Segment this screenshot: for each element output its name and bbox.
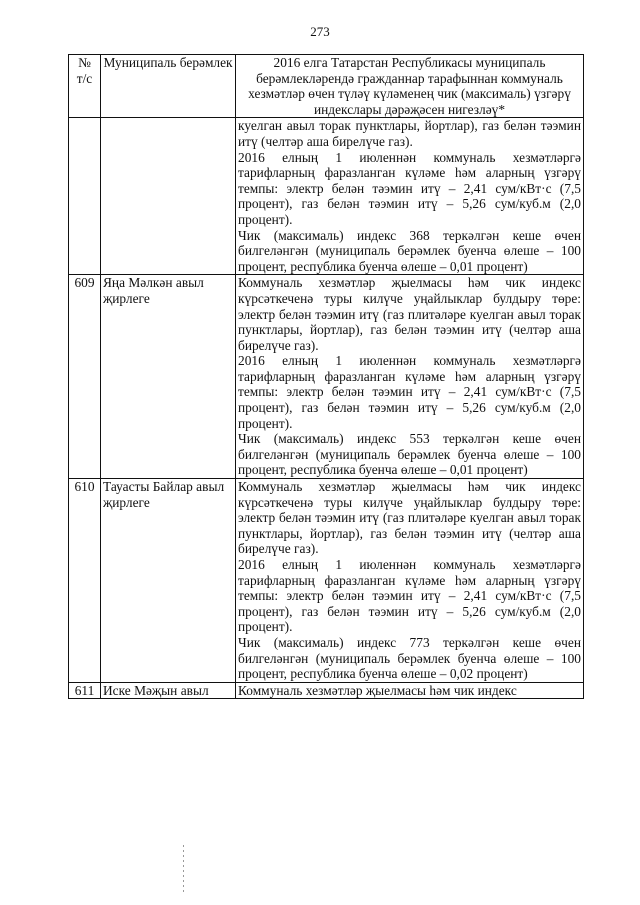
municipality-name (101, 118, 236, 275)
description-paragraph: куелган авыл торак пунктлары, йортлар), газ белән тәэмин итү (челтәр аша бирелүче газ). (238, 118, 581, 149)
table-row (69, 118, 584, 275)
description-paragraph: Коммуналь хезмәтләр җыелмасы һәм чик индекс (238, 682, 517, 698)
description-paragraph: Чик (максималь) индекс 553 теркәлгән кеше өчен билгеләнгән (муниципаль берәмлек буенча өлеше – 100 процент, республика буенча өлеше – 0,01 процент) (238, 431, 581, 478)
description-paragraph: Коммуналь хезмәтләр җыелмасы һәм чик индекс күрсәткеченә туры килүче уңайлыклар булдыру төре: электр белән тәэмин итү (газ плитәләре куелган авыл торак пунктлары, йортлар), газ белән тәэмин итү (челтәр аша бирелүче газ). (238, 479, 581, 557)
header-description: 2016 елга Татарстан Республикасы муниципаль берәмлекләрендә гражданнар тарафыннан коммуналь хезмәтләр өчен түләү күләменең чик (максималь) үзгәрү индекслары дәрәҗәсен нигезләү* (236, 55, 584, 118)
utility-index-table (68, 54, 584, 699)
municipality-name: Тауасты Байлар авыл җирлеге (101, 479, 236, 683)
row-description (236, 682, 584, 699)
description-paragraph: 2016 елның 1 июленнән коммуналь хезмәтләргә тарифларның фаразланган күләме һәм аларның үзгәрү темпы: электр белән тәэмин итү – 2,41 сум/кВт·с (7,5 процент), газ белән тәэмин итү – 5,26 сум/куб.м (2,0 процент). (238, 149, 581, 227)
row-number: 611 (69, 682, 101, 699)
description-paragraph: 2016 елның 1 июленнән коммуналь хезмәтләргә тарифларның фаразланган күләме һәм аларның үзгәрү темпы: электр белән тәэмин итү – 2,41 сум/кВт·с (7,5 процент), газ белән тәэмин итү – 5,26 сум/куб.м (2,0 процент). (238, 353, 581, 431)
municipality-name: Иске Мәҗын авыл (101, 682, 236, 699)
description-paragraph: Коммуналь хезмәтләр җыелмасы һәм чик индекс күрсәткеченә туры килүче уңайлыклар булдыру төре: электр белән тәэмин итү (газ плитәләре куелган авыл торак пунктлары, йортлар), газ белән тәэмин итү (челтәр аша бирелүче газ). (238, 275, 581, 353)
page-number: 273 (310, 24, 330, 39)
table-row (69, 275, 584, 479)
row-description (236, 275, 584, 479)
header-number: № т/с (69, 55, 101, 118)
row-number: 609 (69, 275, 101, 479)
scan-artifact (183, 845, 184, 895)
municipality-name: Яңа Мәлкән авыл җирлеге (101, 275, 236, 479)
description-paragraph: Чик (максималь) индекс 368 теркәлгән кеше өчен билгеләнгән (муниципаль берәмлек буенча өлеше – 100 процент, республика буенча өлеше – 0,01 процент) (238, 227, 581, 274)
row-description (236, 118, 584, 275)
row-number: 610 (69, 479, 101, 683)
table-row (69, 479, 584, 683)
table-header-row (69, 55, 584, 118)
table-row (69, 682, 584, 699)
row-number (69, 118, 101, 275)
header-municipality: Муниципаль берәмлек (101, 55, 236, 118)
table-body (69, 118, 584, 699)
row-description (236, 479, 584, 683)
description-paragraph: Чик (максималь) индекс 773 теркәлгән кеше өчен билгеләнгән (муниципаль берәмлек буенча өлеше – 100 процент, республика буенча өлеше – 0,02 процент) (238, 634, 581, 682)
description-paragraph: 2016 елның 1 июленнән коммуналь хезмәтләргә тарифларның фаразланган күләме һәм аларның үзгәрү темпы: электр белән тәэмин итү – 2,41 сум/кВт·с (7,5 процент), газ белән тәэмин итү – 5,26 сум/куб.м (2,0 процент). (238, 557, 581, 635)
